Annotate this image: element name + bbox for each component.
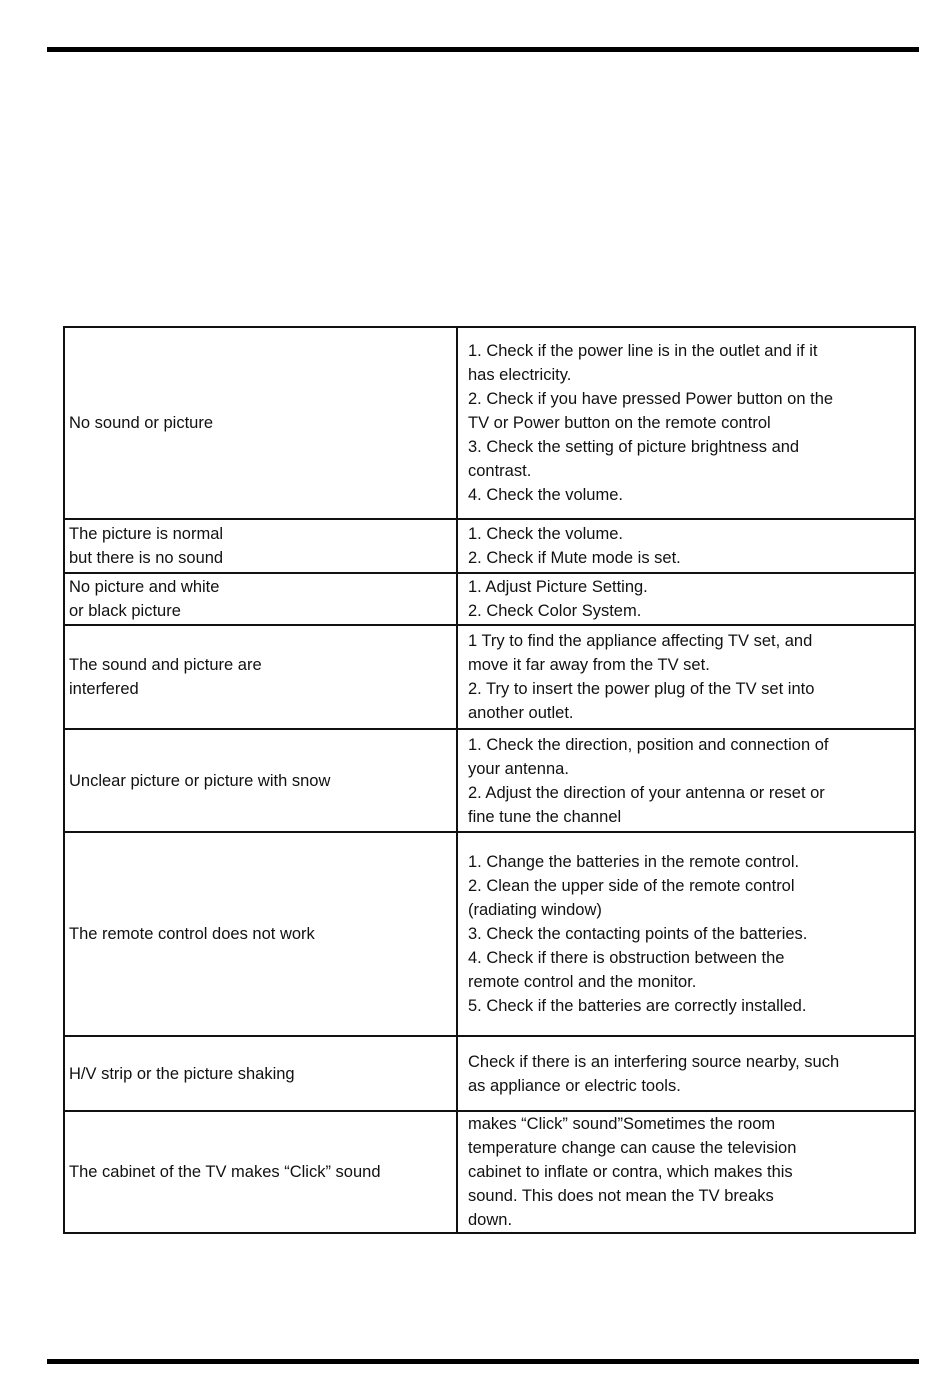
table-row <box>64 1111 915 1233</box>
table-row <box>64 1036 915 1111</box>
solution-text: fine tune the channel <box>468 807 622 826</box>
solution-text: cabinet to inflate or contra, which makes this <box>468 1163 793 1181</box>
solution-text: temperature change can cause the television <box>468 1139 797 1157</box>
problem-text: No picture and white <box>69 578 220 596</box>
solution-cell <box>457 573 915 625</box>
solution-text: TV or Power button on the remote control <box>468 414 771 432</box>
problem-cell <box>64 729 457 832</box>
problem-text: interfered <box>69 680 139 698</box>
troubleshooting-table <box>63 326 916 1234</box>
solution-text: your antenna. <box>468 759 569 778</box>
solution-text: sound. This does not mean the TV breaks <box>468 1187 774 1205</box>
solution-text: 2. Try to insert the power plug of the TV set into <box>468 680 815 698</box>
problem-cell <box>64 1111 457 1233</box>
solution-text: contrast. <box>468 462 532 480</box>
solution-text: 2. Check Color System. <box>468 602 642 620</box>
solution-cell <box>457 1036 915 1111</box>
problem-cell <box>64 573 457 625</box>
solution-text: 2. Check if you have pressed Power button on the <box>468 390 834 408</box>
problem-cell <box>64 519 457 573</box>
solution-text: Check if there is an interfering source nearby, such <box>468 1052 840 1071</box>
problem-text: The cabinet of the TV makes “Click” sound <box>69 1163 381 1181</box>
solution-text: 2. Check if Mute mode is set. <box>468 549 681 567</box>
solution-text: 2. Adjust the direction of your antenna or reset or <box>468 783 825 802</box>
solution-text: 3. Check the setting of picture brightness and <box>468 438 800 456</box>
table-row <box>64 573 915 625</box>
solution-text: 1. Check the volume. <box>468 525 623 543</box>
solution-text: 1. Change the batteries in the remote control. <box>468 853 800 871</box>
problem-text: The remote control does not work <box>69 925 315 943</box>
solution-text: makes “Click” sound”Sometimes the room <box>468 1115 776 1133</box>
problem-text: The picture is normal <box>69 525 224 543</box>
top-rule <box>47 47 919 52</box>
table-row <box>64 327 915 519</box>
solution-cell <box>457 519 915 573</box>
problem-text: No sound or picture <box>69 414 213 432</box>
solution-text: 5. Check if the batteries are correctly installed. <box>468 997 807 1015</box>
solution-text: 1. Check the direction, position and connection of <box>468 735 829 754</box>
solution-text: 4. Check the volume. <box>468 486 623 504</box>
problem-text: or black picture <box>69 602 181 620</box>
solution-cell <box>457 832 915 1036</box>
solution-text: 3. Check the contacting points of the batteries. <box>468 925 808 943</box>
solution-cell <box>457 729 915 832</box>
problem-text: H/V strip or the picture shaking <box>69 1064 295 1083</box>
problem-cell <box>64 1036 457 1111</box>
solution-text: (radiating window) <box>468 901 602 919</box>
solution-text: down. <box>468 1211 513 1229</box>
solution-cell <box>457 625 915 729</box>
problem-cell <box>64 832 457 1036</box>
solution-text: 1. Adjust Picture Setting. <box>468 578 648 596</box>
solution-text: 4. Check if there is obstruction between the <box>468 949 785 967</box>
problem-text: Unclear picture or picture with snow <box>69 771 331 790</box>
solution-text: 2. Clean the upper side of the remote control <box>468 877 795 895</box>
solution-text: as appliance or electric tools. <box>468 1076 681 1095</box>
problem-text: but there is no sound <box>69 549 224 567</box>
solution-cell <box>457 327 915 519</box>
problem-text: The sound and picture are <box>69 656 262 674</box>
problem-cell <box>64 625 457 729</box>
table-row <box>64 519 915 573</box>
solution-text: another outlet. <box>468 704 574 722</box>
bottom-rule <box>47 1359 919 1364</box>
table-row <box>64 832 915 1036</box>
table-row <box>64 729 915 832</box>
solution-text: has electricity. <box>468 366 572 384</box>
problem-cell <box>64 327 457 519</box>
solution-text: 1 Try to find the appliance affecting TV set, and <box>468 632 813 650</box>
solution-text: remote control and the monitor. <box>468 973 697 991</box>
solution-cell <box>457 1111 915 1233</box>
solution-text: move it far away from the TV set. <box>468 656 710 674</box>
table-row <box>64 625 915 729</box>
solution-text: 1. Check if the power line is in the outlet and if it <box>468 342 818 360</box>
